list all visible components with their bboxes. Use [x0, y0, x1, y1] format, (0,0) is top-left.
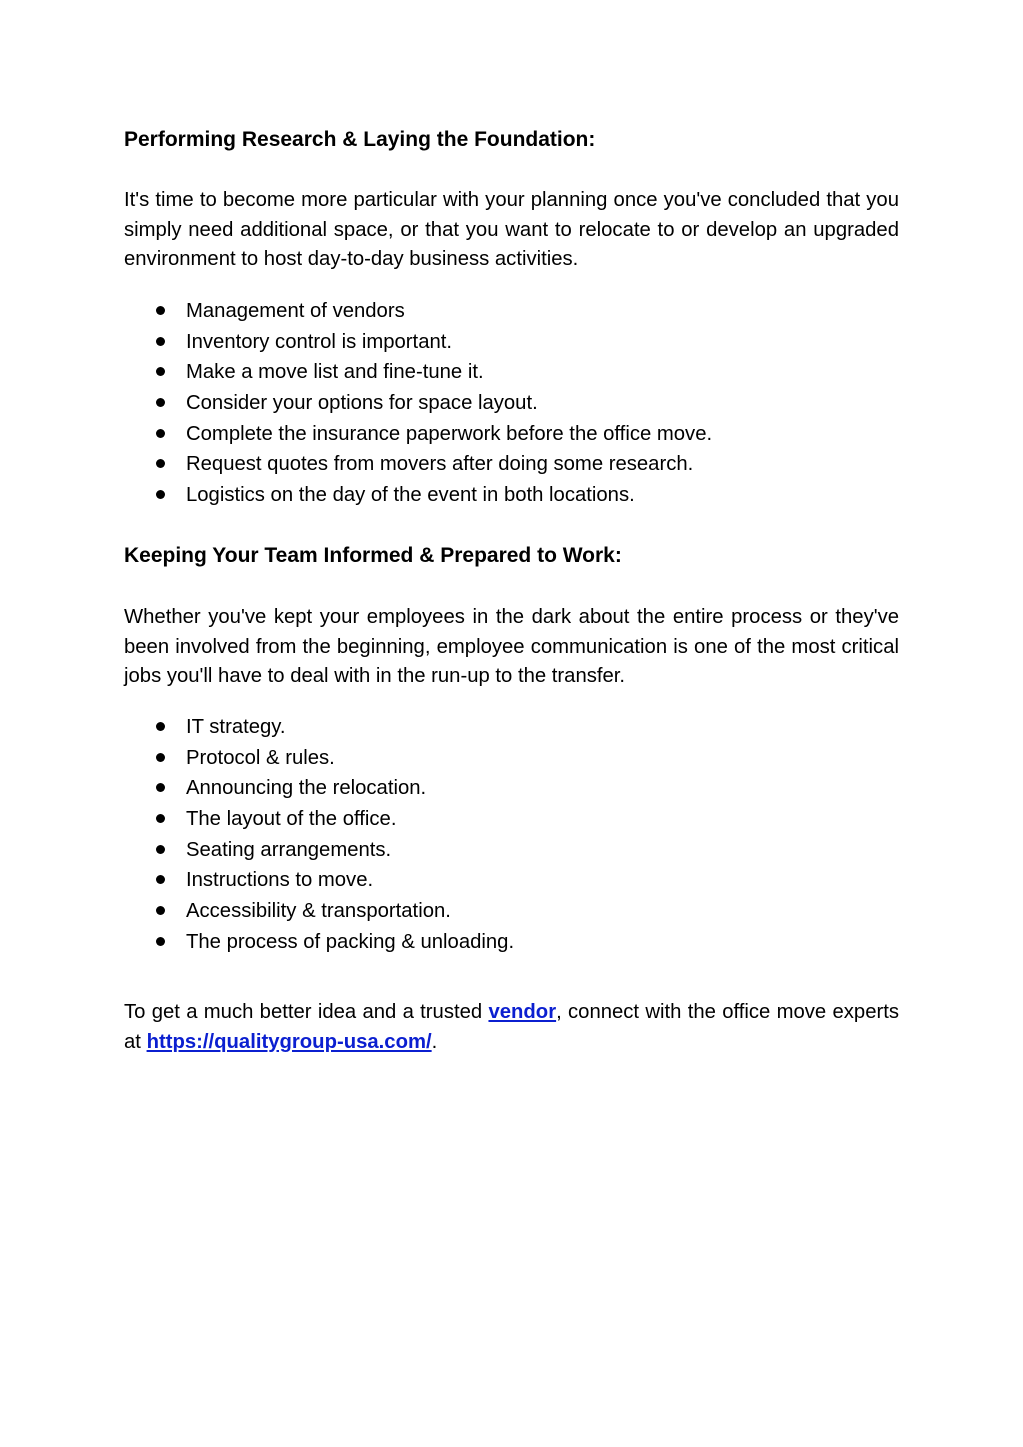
- bullet-icon: [156, 783, 165, 792]
- bullet-icon: [156, 906, 165, 915]
- list-item: [124, 835, 514, 866]
- paragraph-team: Whether you've kept your employees in the dark about the entire process or they've been involved from the beginning, employee communication is one of the most critical jobs you'll have to deal with in the run-up to the transfer.: [124, 606, 899, 687]
- paragraph-research: It's time to become more particular with your planning once you've concluded that you simply need additional space, or that you want to relocate to or develop an upgraded environment to host day-to-day business activities.: [124, 189, 899, 270]
- bullet-icon: [156, 306, 165, 315]
- list-item: [124, 327, 712, 358]
- section-heading-research: Performing Research & Laying the Foundation:: [124, 128, 596, 151]
- list-item-text: Complete the insurance paperwork before the office move.: [186, 422, 713, 445]
- list-item: [124, 743, 514, 774]
- bullet-icon: [156, 753, 165, 762]
- list-item-text: Accessibility & transportation.: [186, 900, 451, 923]
- list-item: [124, 804, 514, 835]
- bullet-icon: [156, 429, 165, 438]
- list-item: [124, 712, 514, 743]
- list-item-text: Management of vendors: [186, 300, 405, 322]
- bullet-icon: [156, 814, 165, 823]
- bullet-icon: [156, 367, 165, 376]
- list-item: [124, 480, 712, 511]
- list-item: [124, 419, 712, 450]
- closing-paragraph: [124, 998, 899, 1057]
- bullet-icon: [156, 398, 165, 407]
- list-item: [124, 357, 712, 388]
- list-item: [124, 296, 712, 327]
- list-item: [124, 865, 514, 896]
- closing-text-start: To get a much better idea and a trusted: [124, 1001, 489, 1023]
- list-item-text: Protocol & rules.: [186, 746, 335, 769]
- bullet-icon: [156, 459, 165, 468]
- list-item-text: Inventory control is important.: [186, 330, 453, 353]
- bullet-list-research: [124, 296, 712, 511]
- bullet-icon: [156, 937, 165, 946]
- list-item-text: Seating arrangements.: [186, 838, 392, 861]
- bullet-icon: [156, 722, 165, 731]
- list-item-text: Logistics on the day of the event in both locations.: [186, 484, 635, 507]
- list-item-text: Announcing the relocation.: [186, 777, 427, 800]
- list-item-text: IT strategy.: [186, 716, 286, 738]
- list-item: [124, 927, 514, 958]
- list-item-text: Request quotes from movers after doing some research.: [186, 453, 694, 476]
- list-item-text: The layout of the office.: [186, 808, 397, 831]
- website-link[interactable]: https://qualitygroup-usa.com/: [146, 1030, 432, 1053]
- list-item-text: Consider your options for space layout.: [186, 392, 538, 415]
- vendor-link[interactable]: vendor: [488, 1001, 557, 1023]
- list-item: [124, 896, 514, 927]
- bullet-icon: [156, 337, 165, 346]
- bullet-icon: [156, 490, 165, 499]
- bullet-icon: [156, 845, 165, 854]
- section-heading-team: Keeping Your Team Informed & Prepared to Work:: [124, 544, 622, 567]
- list-item: [124, 449, 712, 480]
- bullet-list-team: [124, 712, 514, 958]
- list-item-text: Make a move list and fine-tune it.: [186, 361, 484, 384]
- bullet-icon: [156, 875, 165, 884]
- closing-text-middle: , connect with the office move experts at: [124, 1001, 899, 1053]
- list-item: [124, 388, 712, 419]
- list-item-text: Instructions to move.: [186, 869, 374, 892]
- list-item: [124, 773, 514, 804]
- closing-text-end: .: [431, 1030, 438, 1053]
- list-item-text: The process of packing & unloading.: [186, 930, 515, 953]
